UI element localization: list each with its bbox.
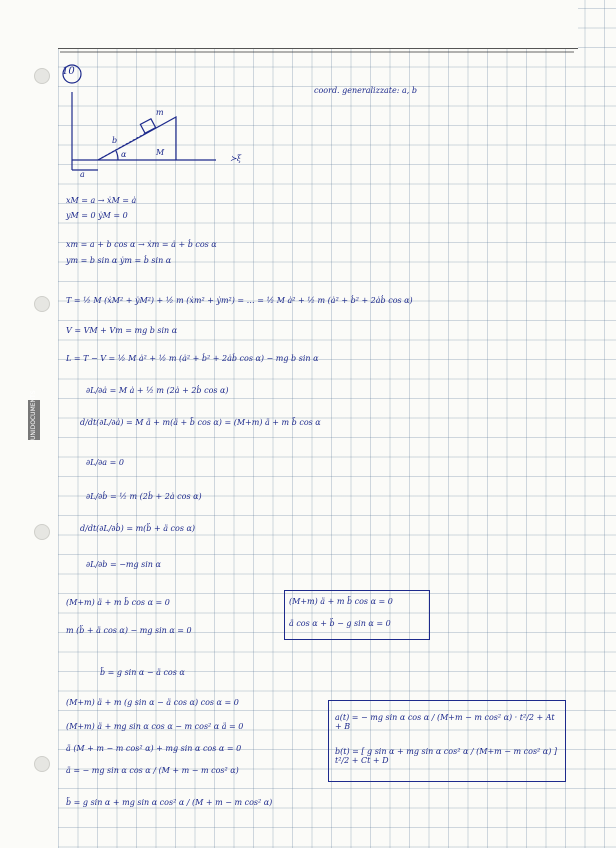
eq-ddt-b: d/dt(∂L/∂ḃ) = m(b̈ + ä cos α) xyxy=(80,524,195,533)
diagram-label-a: a xyxy=(80,170,85,179)
brand-label: UNIDOCUMENTS xyxy=(28,400,40,440)
diagram-label-b: b xyxy=(112,136,118,145)
eq-sub-3: ä (M + m − m cos² α) + mg sin α cos α = 0 xyxy=(66,744,242,753)
eq-bdd: b̈ = g sin α − ä cos α xyxy=(100,668,185,677)
eq-dLda: ∂L/∂a = 0 xyxy=(86,458,124,467)
eq-yM: yM = 0 ẏM = 0 xyxy=(66,211,128,220)
eq-dLda-dot: ∂L/∂ȧ = M ȧ + ½ m (2ȧ + 2ḃ cos α) xyxy=(86,386,229,395)
eq-dLdb-dot: ∂L/∂ḃ = ½ m (2ḃ + 2ȧ cos α) xyxy=(86,492,202,501)
diagram-label-m: m xyxy=(156,108,164,117)
eq-xM: xM = a → ẋM = ȧ xyxy=(66,196,137,205)
eq-xm: xm = a + b cos α → ẋm = ȧ + ḃ cos α xyxy=(66,240,217,249)
eq-ddt-a: d/dt(∂L/∂ȧ) = M ä + m(ä + b̈ cos α) = (M+m) ä + m b̈ cos α xyxy=(80,418,321,427)
diagram-label-alpha: α xyxy=(121,150,127,159)
diagram-label-xi: ≻ξ xyxy=(230,154,242,163)
box2-line-1: a(t) = − mg sin α cos α / (M+m − m cos² α) · t²/2 + At + B xyxy=(335,713,555,731)
boxed-solution xyxy=(328,700,566,782)
box2-line-2: b(t) = [ g sin α + mg sin α cos² α / (M+m − m cos² α) ] t²/2 + Ct + D xyxy=(335,747,557,765)
problem-number: 10 xyxy=(62,66,75,77)
eq-L: L = T − V = ½ M ȧ² + ½ m (ȧ² + ḃ² + 2ȧḃ cos α) − mg b sin α xyxy=(66,354,319,363)
eq-sub-5: b̈ = g sin α + mg sin α cos² α / (M + m − m cos² α) xyxy=(66,798,273,807)
eq-ym: ym = b sin α ẏm = ḃ sin α xyxy=(66,256,172,265)
diagram-label-M: M xyxy=(156,148,165,157)
coords-note: coord. generalizzate: a, b xyxy=(314,86,417,95)
eq-dLdb: ∂L/∂b = −mg sin α xyxy=(86,560,161,569)
box1-line-1: (M+m) ä + m b̈ cos α = 0 xyxy=(289,597,393,606)
eq-V: V = VM + Vm = mg b sin α xyxy=(66,326,178,335)
eq-motion-2: m (b̈ + ä cos α) − mg sin α = 0 xyxy=(66,626,192,635)
eq-sub-1: (M+m) ä + m (g sin α − ä cos α) cos α = 0 xyxy=(66,698,239,707)
eq-T: T = ½ M (ẋM² + ẏM²) + ½ m (ẋm² + ẏm²) = … = ½ M ȧ² + ½ m (ȧ² + ḃ² + 2ȧḃ cos α) xyxy=(66,296,413,305)
eq-motion-1: (M+m) ä + m b̈ cos α = 0 xyxy=(66,598,170,607)
eq-sub-2: (M+m) ä + mg sin α cos α − m cos² α ä = 0 xyxy=(66,722,244,731)
eq-sub-4: ä = − mg sin α cos α / (M + m − m cos² α) xyxy=(66,766,239,775)
box1-line-2: ä cos α + b̈ − g sin α = 0 xyxy=(289,619,391,628)
boxed-equations-1 xyxy=(284,590,430,640)
